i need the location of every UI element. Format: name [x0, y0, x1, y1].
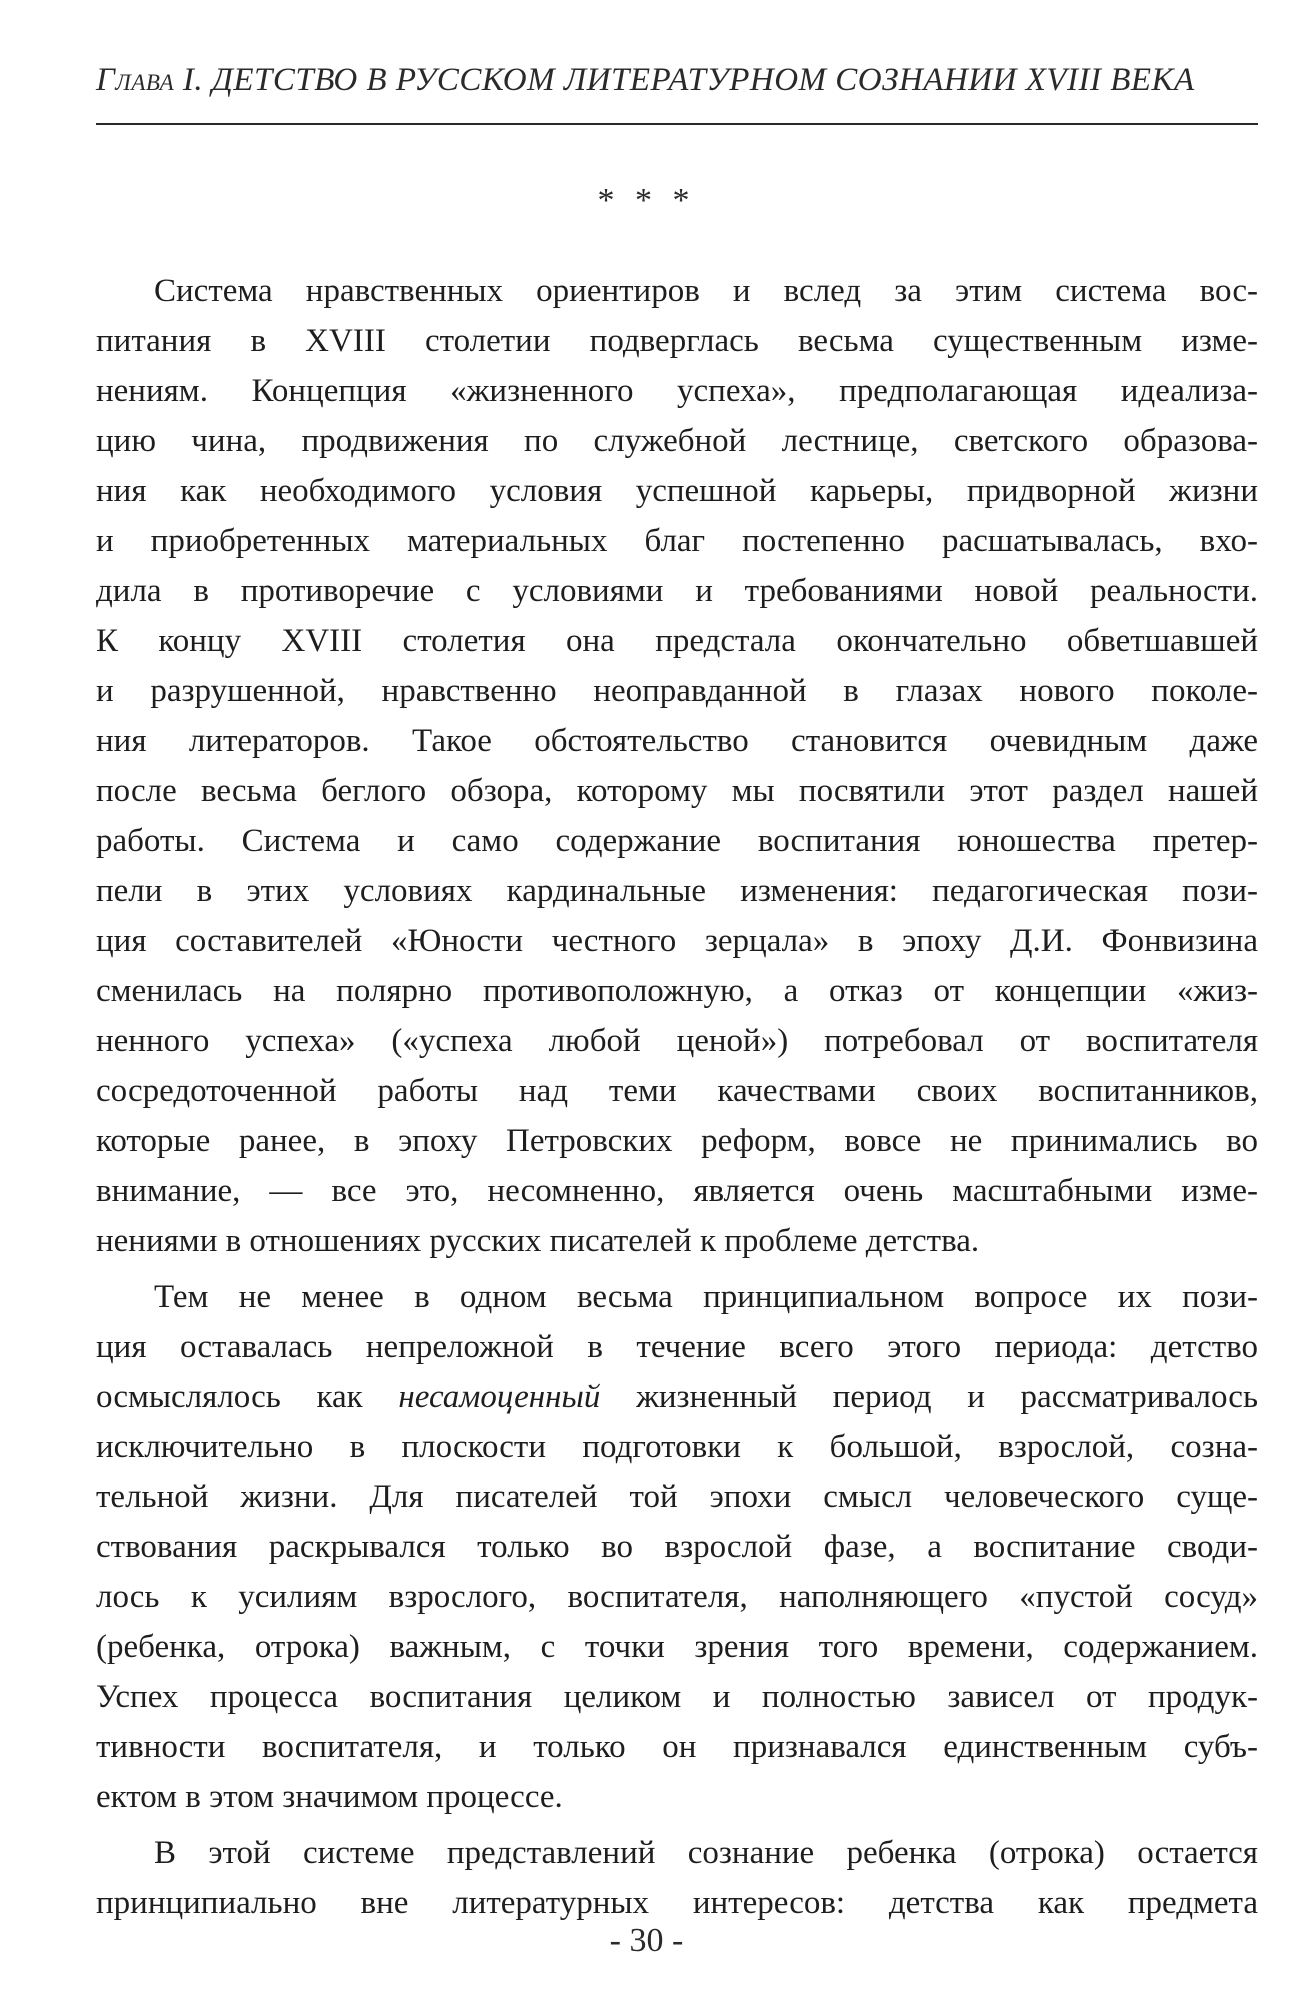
text-line: Тем не менее в одном весьма принципиальном вопросе их пози-: [154, 1279, 1258, 1315]
text-line: и приобретенных материальных благ постепенно расшатывалась, вхо-: [96, 523, 1258, 559]
text-line: ствования раскрывался только во взрослой фазе, а воспитание своди-: [96, 1529, 1258, 1565]
text-line: ектом в этом значимом процессе.: [96, 1779, 563, 1815]
text-line: исключительно в плоскости подготовки к большой, взрослой, созна-: [96, 1429, 1258, 1465]
running-head: [96, 62, 1258, 99]
text-line: сосредоточенной работы над теми качествами своих воспитанников,: [96, 1073, 1258, 1109]
text-line: питания в XVIII столетии подверглась весьма существенным изме-: [96, 323, 1258, 359]
text-line: К концу XVIII столетия она предстала окончательно обветшавшей: [96, 623, 1258, 659]
text-line: работы. Система и само содержание воспитания юношества претер-: [96, 823, 1258, 859]
text-line: В этой системе представлений сознание ребенка (отрока) остается: [154, 1835, 1258, 1871]
text-line: ния литераторов. Такое обстоятельство становится очевидным даже: [96, 723, 1258, 759]
text-line: дила в противоречие с условиями и требованиями новой реальности.: [96, 573, 1258, 609]
chapter-word: Глава: [96, 62, 175, 98]
text-line: ненного успеха» («успеха любой ценой») потребовал от воспитателя: [96, 1023, 1258, 1059]
text-line: (ребенка, отрока) важным, с точки зрения того времени, содержанием.: [96, 1629, 1258, 1665]
text-line: тивности воспитателя, и только он признавался единственным субъ-: [96, 1729, 1258, 1765]
chapter-title: I. ДЕТСТВО В РУССКОМ ЛИТЕРАТУРНОМ СОЗНАНИИ XVIII ВЕКА: [174, 62, 1195, 98]
text-segment: жизненный период и рассматривалось: [600, 1379, 1258, 1415]
text-line: нениями в отношениях русских писателей к проблеме детства.: [96, 1223, 980, 1259]
text-line: Система нравственных ориентиров и вслед за этим система вос-: [154, 273, 1258, 309]
text-line: тельной жизни. Для писателей той эпохи смысл человеческого суще-: [96, 1479, 1258, 1515]
text-line: лось к усилиям взрослого, воспитателя, наполняющего «пустой сосуд»: [96, 1579, 1258, 1615]
text-line: внимание, — все это, несомненно, является очень масштабными изме-: [96, 1173, 1258, 1209]
text-segment: осмыслялось как: [96, 1379, 399, 1415]
emphasized-word: несамоценный: [398, 1379, 601, 1415]
page-number: - 30 -: [609, 1922, 684, 1959]
text-line: сменилась на полярно противоположную, а отказ от концепции «жиз-: [96, 973, 1258, 1009]
text-line: пели в этих условиях кардинальные изменения: педагогическая пози-: [96, 873, 1258, 909]
text-line: ния как необходимого условия успешной карьеры, придворной жизни: [96, 473, 1258, 509]
text-line: после весьма беглого обзора, которому мы посвятили этот раздел нашей: [96, 773, 1258, 809]
text-line: и разрушенной, нравственно неоправданной в глазах нового поколе-: [96, 673, 1258, 709]
text-line: которые ранее, в эпоху Петровских реформ, вовсе не принимались во: [96, 1123, 1258, 1159]
text-line: Успех процесса воспитания целиком и полностью зависел от продук-: [96, 1679, 1258, 1715]
header-rule: [96, 123, 1258, 125]
text-line: ция оставалась непреложной в течение всего этого периода: детство: [96, 1329, 1258, 1365]
text-line: цию чина, продвижения по служебной лестнице, светского образова-: [96, 423, 1258, 459]
text-line: ция составителей «Юности честного зерцала» в эпоху Д.И. Фонвизина: [96, 923, 1258, 959]
section-separator: * * *: [597, 182, 696, 219]
body-text: [96, 266, 1258, 1928]
text-line: принципиально вне литературных интересов: детства как предмета: [96, 1885, 1258, 1921]
text-line-with-emphasis: [96, 1372, 1258, 1422]
text-line: нениям. Концепция «жизненного успеха», предполагающая идеализа-: [96, 373, 1258, 409]
